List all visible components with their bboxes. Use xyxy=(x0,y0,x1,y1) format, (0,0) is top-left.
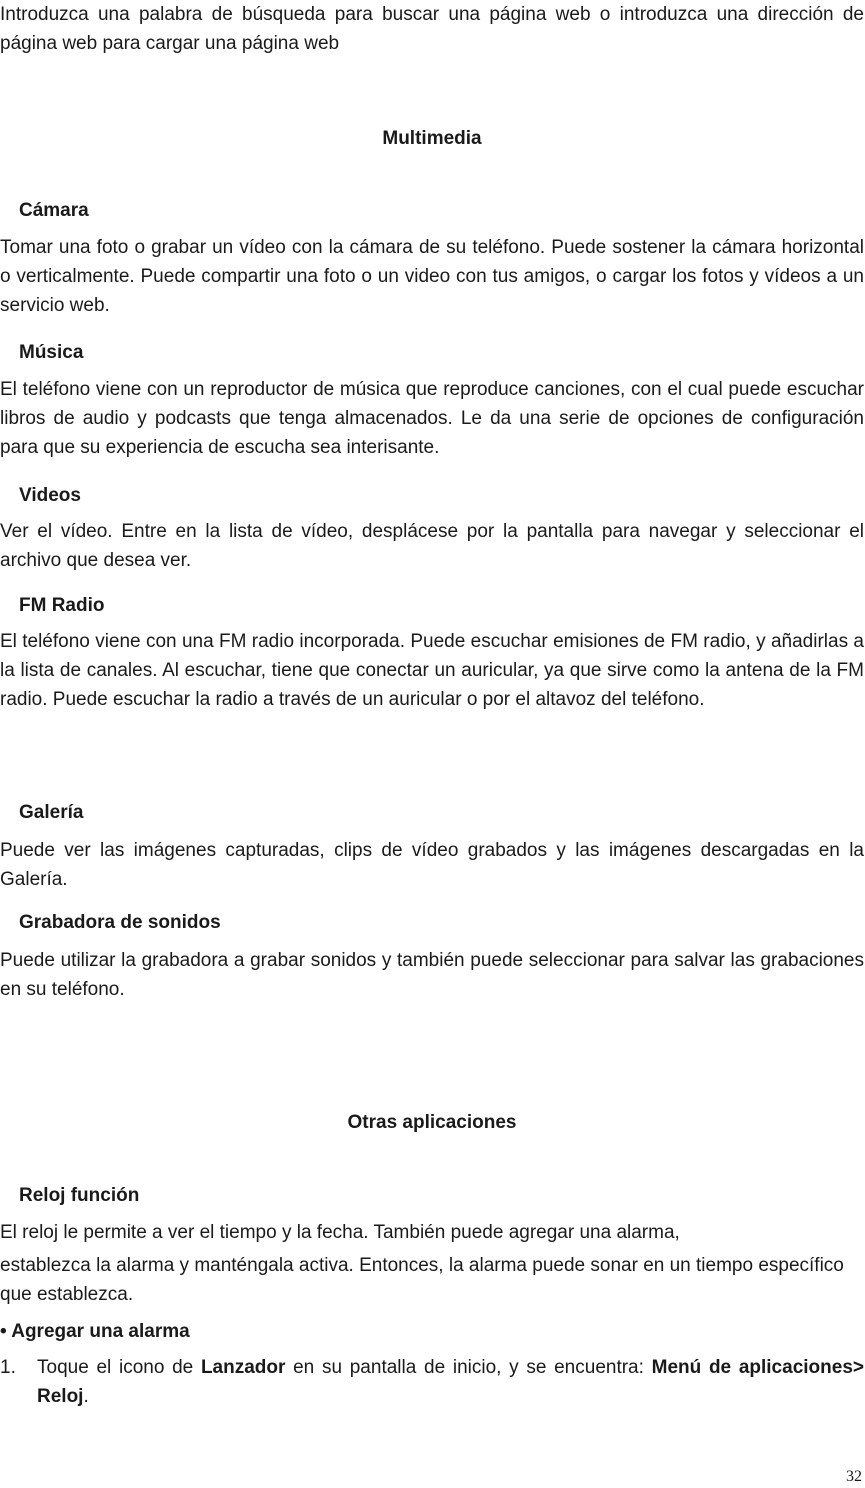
bullet-heading-add-alarm: • Agregar una alarma xyxy=(0,1321,190,1342)
paragraph-gallery: Puede ver las imágenes capturadas, clips de vídeo grabados y las imágenes descargadas en la Galería. xyxy=(0,840,864,890)
subheading-clock: Reloj función xyxy=(19,1185,140,1206)
paragraph-clock-line2: establezca la alarma y manténgala activa. Entonces, la alarma puede sonar en un tiempo específico que establezca. xyxy=(0,1255,844,1305)
subheading-videos: Videos xyxy=(19,485,81,506)
list-text xyxy=(37,1353,864,1411)
subheading-fm-radio: FM Radio xyxy=(19,595,105,616)
subheading-music: Música xyxy=(19,342,84,363)
step-text-mid: en su pantalla de inicio, y se encuentra: xyxy=(285,1357,652,1378)
subheading-camera: Cámara xyxy=(19,200,89,221)
subheading-recorder: Grabadora de sonidos xyxy=(19,912,221,933)
list-number: 1. xyxy=(0,1357,16,1378)
subheading-gallery: Galería xyxy=(19,802,84,823)
paragraph-recorder: Puede utilizar la grabadora a grabar sonidos y también puede seleccionar para salvar las grabaciones en su teléfono. xyxy=(0,950,864,1000)
section-title-other-apps: Otras aplicaciones xyxy=(347,1112,517,1133)
paragraph-videos: Ver el vídeo. Entre en la lista de vídeo, desplácese por la pantalla para navegar y seleccionar el archivo que desea ver. xyxy=(0,521,864,571)
intro-paragraph: Introduzca una palabra de búsqueda para buscar una página web o introduzca una dirección de página web para cargar una página web xyxy=(0,4,864,54)
step-text-post: . xyxy=(83,1386,89,1407)
step-text-menu-path: Menú de aplicaciones> Reloj xyxy=(37,1357,864,1407)
page-number: 32 xyxy=(846,1468,862,1485)
paragraph-clock-line1: El reloj le permite a ver el tiempo y la fecha. También puede agregar una alarma, xyxy=(0,1222,680,1243)
paragraph-camera: Tomar una foto o grabar un vídeo con la cámara de su teléfono. Puede sostener la cámara horizontal o verticalmente. Puede compartir una foto o un video con tus amigos, o cargar los fotos y vídeos a un servicio web. xyxy=(0,237,864,316)
step-text-launcher: Lanzador xyxy=(200,1357,286,1378)
paragraph-music: El teléfono viene con un reproductor de música que reproduce canciones, con el cual puede escuchar libros de audio y podcasts que tenga almacenados. Le da una serie de opciones de configuración para que su experiencia de escucha sea interisante. xyxy=(0,379,864,458)
step-text-pre: Toque el icono de xyxy=(37,1357,201,1378)
section-title-multimedia: Multimedia xyxy=(382,128,482,149)
paragraph-fm-radio: El teléfono viene con una FM radio incorporada. Puede escuchar emisiones de FM radio, y añadirlas a la lista de canales. Al escuchar, tiene que conectar un auricular, ya que sirve como la antena de la FM radio. Puede escuchar la radio a través de un auricular o por el altavoz del teléfono. xyxy=(0,631,864,710)
list-item-step-1 xyxy=(0,1353,864,1411)
